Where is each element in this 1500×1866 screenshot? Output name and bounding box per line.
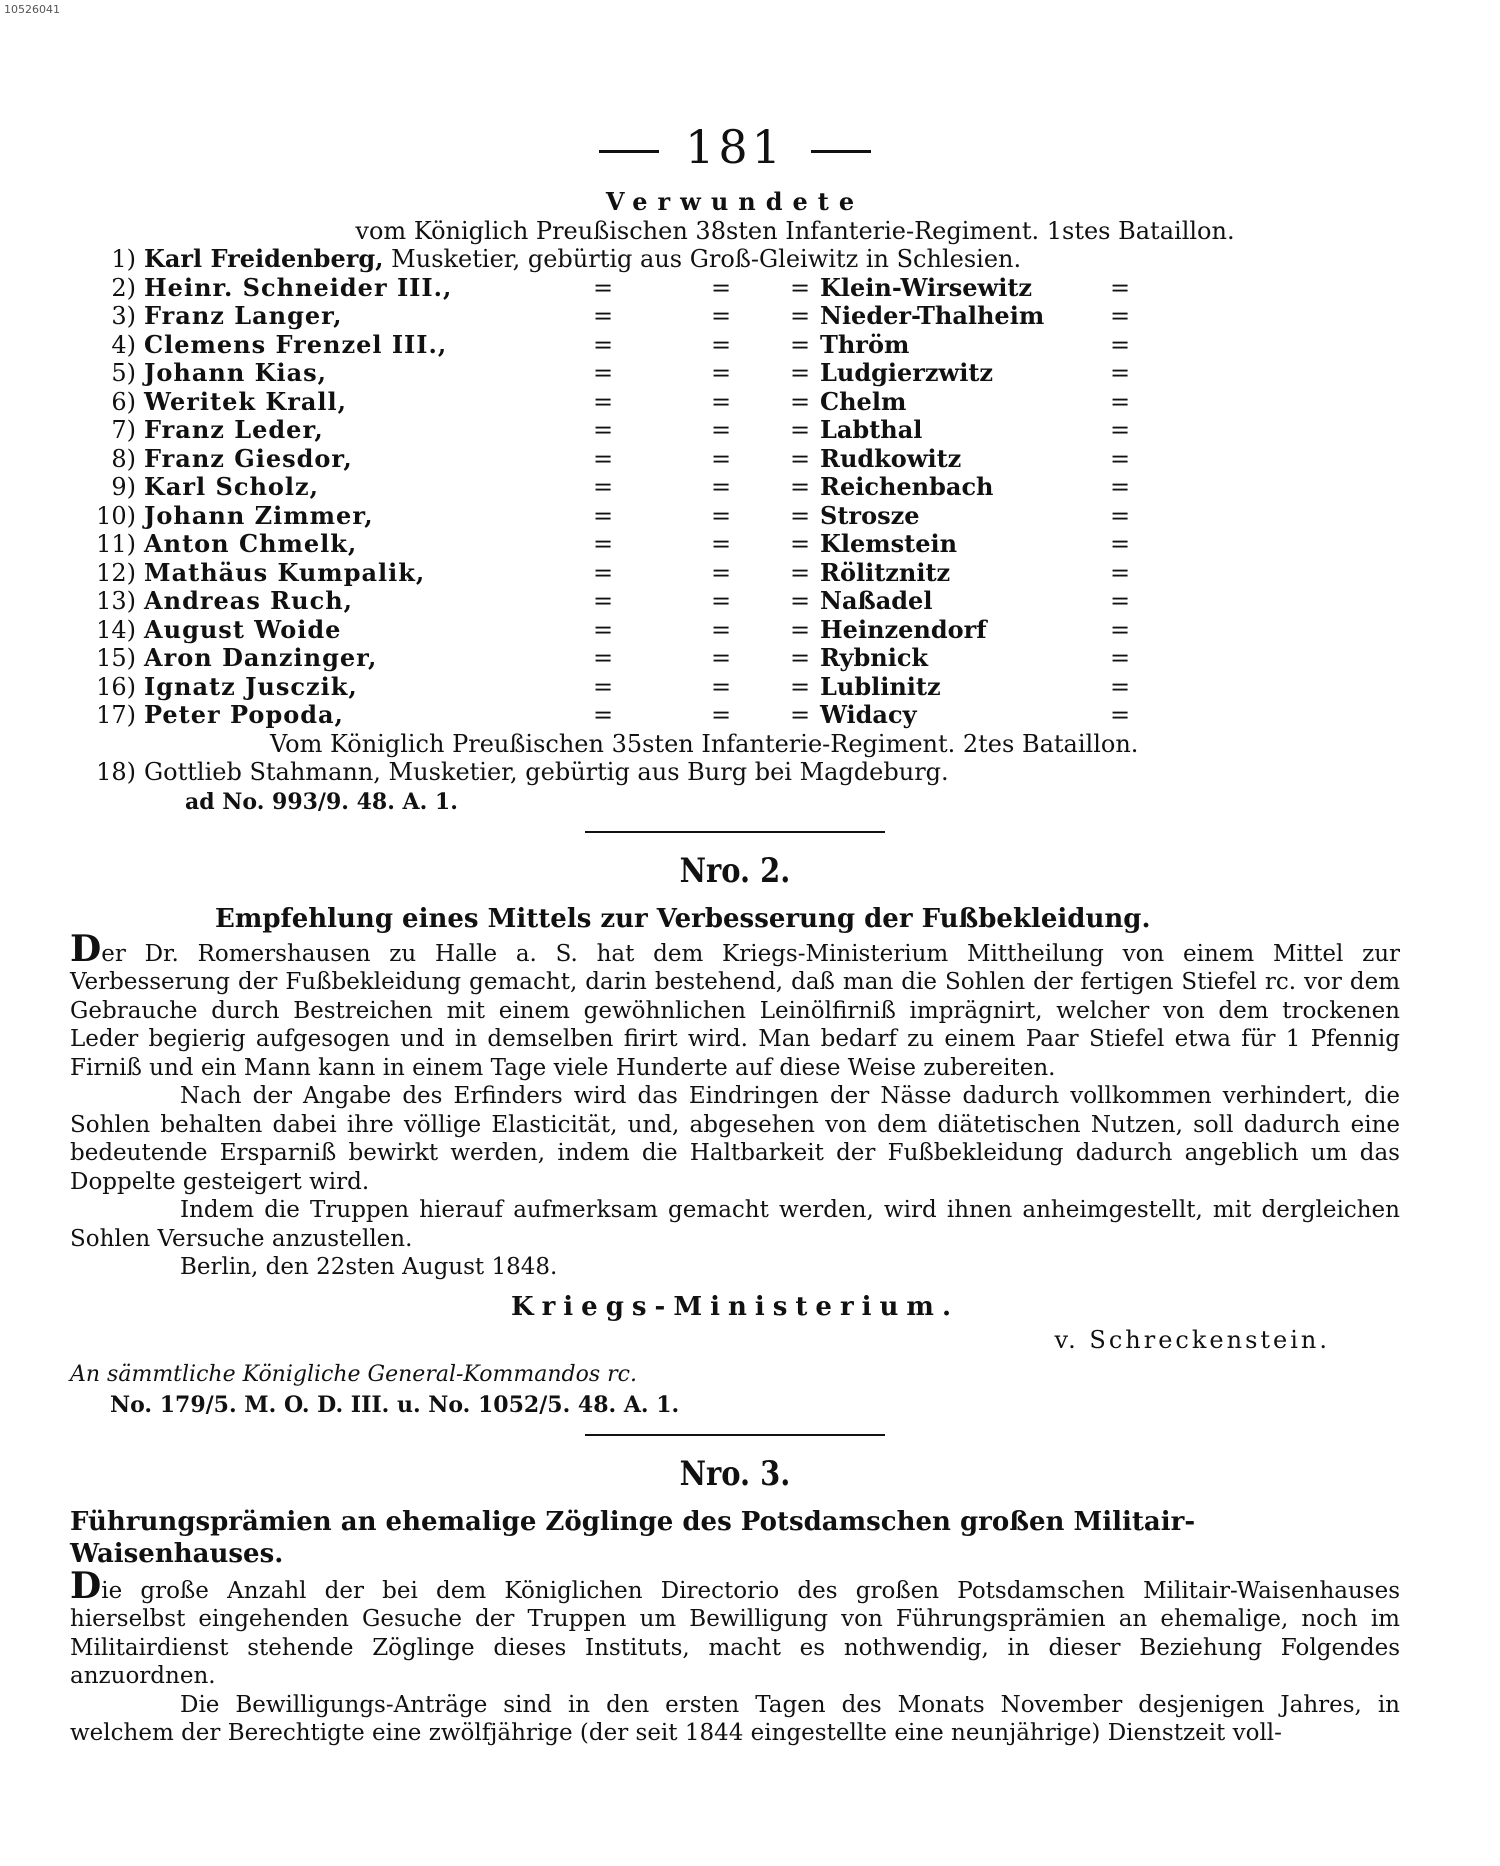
roster-row-place: Rybnick bbox=[820, 643, 929, 672]
roster-row bbox=[78, 331, 1140, 360]
ditto-mark: = bbox=[592, 558, 614, 587]
ditto-mark: = bbox=[789, 416, 811, 444]
ditto-mark: = bbox=[1109, 587, 1131, 615]
roster-row bbox=[78, 388, 1140, 417]
ditto-mark: = bbox=[710, 273, 732, 302]
section-3-paragraph-1-text: ie große Anzahl der bei dem Königlichen Directorio des großen Potsdamschen Militair-Waisenhauses hierselbst eingehenden Gesuche der Truppen um Bewilligung von Führungsprämien an ehemalige, noch im Militairdienst stehende Zöglinge dieses Instituts, macht es nothwendig, in dieser Beziehung Folgendes anzuordnen. bbox=[70, 1577, 1400, 1689]
section-3-number: Nro. 3. bbox=[679, 1453, 791, 1494]
ditto-mark: = bbox=[592, 444, 614, 473]
roster-row bbox=[78, 530, 1140, 559]
roster-row-place: Widacy bbox=[820, 700, 917, 729]
ditto-mark: = bbox=[1109, 615, 1131, 644]
roster-row-name: Heinr. Schneider III., bbox=[144, 272, 453, 302]
ditto-mark: = bbox=[710, 530, 732, 558]
roster-row-place: Klemstein bbox=[820, 529, 958, 558]
roster-row-place: Thröm bbox=[820, 329, 910, 359]
roster-row bbox=[78, 587, 1140, 616]
roster-row-name: Karl Freidenberg, bbox=[144, 244, 384, 273]
ditto-mark: = bbox=[1109, 387, 1131, 416]
roster-row-text bbox=[144, 245, 1140, 274]
ditto-mark: = bbox=[789, 444, 811, 473]
roster-row-place: Nieder-Thalheim bbox=[820, 301, 1045, 330]
roster-row-name: Johann Zimmer, bbox=[144, 500, 374, 530]
section-2-paragraph-1 bbox=[70, 927, 1400, 1083]
roster-row-number: 6) bbox=[111, 387, 136, 416]
ditto-mark: = bbox=[789, 672, 811, 701]
ditto-mark: = bbox=[789, 587, 811, 615]
ditto-mark: = bbox=[1109, 273, 1131, 302]
roster-row-number: 9) bbox=[111, 473, 136, 501]
section-3-paragraph-2: Die Bewilligungs-Anträge sind in den ersten Tagen des Monats November desjenigen Jahres, in welchem der Berechtigte eine zwölfjährige (der seit 1844 eingestellte eine neunjährige) Dienstzeit voll- bbox=[70, 1691, 1400, 1746]
roster-row bbox=[78, 416, 1140, 445]
page-number-text: 181 bbox=[685, 120, 785, 174]
roster-row-name: Ignatz Jusczik, bbox=[144, 671, 358, 701]
ditto-mark: = bbox=[592, 330, 614, 359]
roster-row-number: 2) bbox=[111, 273, 136, 302]
roster-row-name: Peter Popoda, bbox=[144, 700, 344, 729]
ditto-mark: = bbox=[789, 615, 811, 644]
page-number-dash-left bbox=[599, 150, 659, 153]
roster-row-number: 10) bbox=[96, 501, 136, 530]
roster-row-name: Weritek Krall, bbox=[144, 386, 348, 416]
roster-row-name: Clemens Frenzel III., bbox=[144, 329, 448, 359]
roster-row-name: Aron Danzinger, bbox=[144, 643, 378, 672]
roster-row-number: 4) bbox=[111, 330, 136, 359]
roster-row-details: Musketier, gebürtig aus Groß-Gleiwitz in Schlesien. bbox=[391, 245, 1022, 273]
section-2-paragraph-1-text: er Dr. Romershausen zu Halle a. S. hat dem Kriegs-Ministerium Mittheilung von einem Mittel zur Verbesserung der Fußbekleidung gemacht, darin bestehend, daß man die Sohlen der fertigen Stiefel rc. vor dem Gebrauche durch Bestreichen mit einem gewöhnlichen Leinölfirniß imprägnirt, welcher von dem trockenen Leder begierig aufgesogen und in demselben firirt wird. Man bedarf zu einem Paar Stiefel etwa für 1 Pfennig Firniß und ein Mann kann in einem Tage viele Hunderte auf diese Weise zubereiten. bbox=[70, 940, 1400, 1081]
roster-row bbox=[78, 473, 1140, 502]
drop-initial: D bbox=[70, 1564, 102, 1607]
roster-row-number: 12) bbox=[96, 558, 136, 587]
roster-row-place: Lublinitz bbox=[820, 671, 941, 701]
roster-row-place: Strosze bbox=[820, 500, 920, 530]
ditto-mark: = bbox=[710, 644, 732, 672]
document-page bbox=[70, 120, 1400, 1748]
ditto-mark: = bbox=[789, 530, 811, 558]
ditto-mark: = bbox=[592, 416, 614, 444]
section-2-reference: No. 179/5. M. O. D. III. u. No. 1052/5. 48. A. 1. bbox=[110, 1391, 680, 1418]
roster-row-name: Franz Langer, bbox=[144, 301, 343, 330]
roster-row-number: 16) bbox=[96, 672, 136, 701]
roster-row-name: August Woide bbox=[144, 614, 342, 644]
section-2-date: Berlin, den 22sten August 1848. bbox=[180, 1254, 558, 1280]
ditto-mark: = bbox=[710, 615, 732, 644]
roster-row-name: Karl Scholz, bbox=[144, 472, 320, 501]
roster-row-name: Mathäus Kumpalik, bbox=[144, 557, 426, 587]
ditto-mark: = bbox=[710, 473, 732, 501]
page-number-dash-right bbox=[811, 150, 871, 153]
ditto-mark: = bbox=[710, 444, 732, 473]
ditto-mark: = bbox=[592, 359, 614, 387]
roster-unit-1: vom Königlich Preußischen 38sten Infanterie-Regiment. 1stes Bataillon. bbox=[355, 216, 1235, 245]
section-3-paragraph-1 bbox=[70, 1564, 1400, 1691]
ditto-mark: = bbox=[789, 644, 811, 672]
ditto-mark: = bbox=[592, 302, 614, 330]
ditto-mark: = bbox=[592, 473, 614, 501]
roster-row-name: Andreas Ruch, bbox=[144, 586, 353, 615]
ditto-mark: = bbox=[710, 558, 732, 587]
roster-row-number: 11) bbox=[96, 530, 136, 558]
ditto-mark: = bbox=[592, 530, 614, 558]
ditto-mark: = bbox=[1109, 644, 1131, 672]
roster-row bbox=[78, 359, 1140, 388]
ditto-mark: = bbox=[710, 587, 732, 615]
ditto-mark: = bbox=[710, 387, 732, 416]
roster-row-place: Klein-Wirsewitz bbox=[820, 272, 1033, 302]
ditto-mark: = bbox=[789, 558, 811, 587]
section-2-title: Empfehlung eines Mittels zur Verbesserung der Fußbekleidung. bbox=[215, 903, 1151, 934]
ditto-mark: = bbox=[789, 501, 811, 530]
ditto-mark: = bbox=[789, 473, 811, 501]
ditto-mark: = bbox=[710, 701, 732, 729]
section-2-addressee: An sämmtliche Königliche General-Kommandos rc. bbox=[70, 1361, 637, 1387]
ditto-mark: = bbox=[1109, 330, 1131, 359]
section-divider bbox=[585, 831, 885, 833]
roster-row-place: Naßadel bbox=[820, 586, 933, 615]
ditto-mark: = bbox=[592, 644, 614, 672]
roster-row bbox=[78, 644, 1140, 673]
roster-row-place: Rölitznitz bbox=[820, 557, 951, 587]
section-2-signoff: Kriegs-Ministerium. bbox=[511, 1291, 959, 1322]
roster-row bbox=[78, 559, 1140, 588]
roster-row-number: 15) bbox=[96, 644, 136, 672]
roster-row-name: Anton Chmelk, bbox=[144, 529, 358, 558]
roster-row-name: Johann Kias, bbox=[144, 358, 328, 387]
section-2-paragraph-3: Indem die Truppen hierauf aufmerksam gemacht werden, wird ihnen anheimgestellt, mit dergleichen Sohlen Versuche anzustellen. bbox=[70, 1197, 1400, 1252]
ditto-mark: = bbox=[1109, 672, 1131, 701]
roster-row bbox=[78, 673, 1140, 702]
roster-row-name: Franz Leder, bbox=[144, 415, 324, 444]
ditto-mark: = bbox=[592, 615, 614, 644]
scan-id-label: 10526041 bbox=[4, 3, 60, 16]
ditto-mark: = bbox=[710, 672, 732, 701]
ditto-mark: = bbox=[710, 330, 732, 359]
ditto-mark: = bbox=[592, 501, 614, 530]
roster-row-number: 5) bbox=[111, 359, 136, 387]
ditto-mark: = bbox=[1109, 558, 1131, 587]
roster-row bbox=[78, 701, 1140, 730]
ditto-mark: = bbox=[592, 672, 614, 701]
ditto-mark: = bbox=[592, 701, 614, 729]
ditto-mark: = bbox=[1109, 444, 1131, 473]
roster-row-place: Rudkowitz bbox=[820, 443, 962, 473]
roster-row-number: 8) bbox=[111, 444, 136, 473]
roster-row-name: Franz Giesdor, bbox=[144, 443, 353, 473]
ditto-mark: = bbox=[1109, 701, 1131, 729]
page-number bbox=[70, 120, 1400, 174]
roster-row bbox=[78, 502, 1140, 531]
ditto-mark: = bbox=[592, 587, 614, 615]
ditto-mark: = bbox=[710, 302, 732, 330]
ditto-mark: = bbox=[1109, 416, 1131, 444]
ditto-mark: = bbox=[1109, 501, 1131, 530]
ditto-mark: = bbox=[789, 359, 811, 387]
section-2-signer: v. Schreckenstein. bbox=[1054, 1325, 1330, 1354]
roster-row-place: Chelm bbox=[820, 386, 907, 416]
roster-row bbox=[78, 616, 1140, 645]
roster-row bbox=[78, 302, 1140, 331]
ditto-mark: = bbox=[592, 387, 614, 416]
ditto-mark: = bbox=[789, 302, 811, 330]
ditto-mark: = bbox=[789, 330, 811, 359]
drop-initial: D bbox=[70, 927, 102, 970]
ditto-mark: = bbox=[1109, 359, 1131, 387]
ditto-mark: = bbox=[789, 387, 811, 416]
roster-row-place: Labthal bbox=[820, 415, 923, 444]
section-divider bbox=[585, 1434, 885, 1436]
section-2-paragraph-2: Nach der Angabe des Erfinders wird das Eindringen der Nässe dadurch vollkommen verhindert, die Sohlen behalten dabei ihre völlige Elasticität, und, abgesehen von dem diätetischen Nutzen, soll dadurch eine bedeutende Ersparniß bewirkt werden, indem die Haltbarkeit der Fußbekleidung dadurch angeblich um das Doppelte gesteigert wird. bbox=[70, 1083, 1400, 1195]
roster-row-number: 7) bbox=[111, 416, 136, 444]
roster-row-number: 13) bbox=[96, 587, 136, 615]
roster-row-number: 18) bbox=[96, 758, 136, 786]
ditto-mark: = bbox=[710, 416, 732, 444]
roster-row-number: 17) bbox=[96, 701, 136, 729]
ditto-mark: = bbox=[710, 501, 732, 530]
roster-row-text: Gottlieb Stahmann, Musketier, gebürtig aus Burg bei Magdeburg. bbox=[144, 758, 949, 786]
ditto-mark: = bbox=[789, 701, 811, 729]
section-3-title: Führungsprämien an ehemalige Zöglinge des Potsdamschen großen Militair-Waisenhauses. bbox=[70, 1506, 1196, 1569]
roster-row-place: Reichenbach bbox=[820, 472, 994, 501]
roster-heading: Verwundete bbox=[605, 187, 865, 216]
roster-row bbox=[78, 274, 1140, 303]
roster-reference: ad No. 993/9. 48. A. 1. bbox=[185, 788, 458, 815]
roster-row-number: 3) bbox=[111, 302, 136, 330]
ditto-mark: = bbox=[1109, 473, 1131, 501]
ditto-mark: = bbox=[1109, 530, 1131, 558]
roster-row-18 bbox=[78, 758, 1400, 787]
ditto-mark: = bbox=[710, 359, 732, 387]
roster-row-place: Heinzendorf bbox=[820, 614, 987, 644]
roster-row-number: 1) bbox=[111, 245, 136, 273]
section-2-number: Nro. 2. bbox=[679, 850, 791, 891]
ditto-mark: = bbox=[789, 273, 811, 302]
roster-row bbox=[78, 245, 1140, 274]
roster-table bbox=[78, 245, 1140, 730]
ditto-mark: = bbox=[592, 273, 614, 302]
roster-row bbox=[78, 445, 1140, 474]
roster-row-place: Ludgierzwitz bbox=[820, 358, 994, 387]
roster-row-number: 14) bbox=[96, 615, 136, 644]
roster-unit-2: Vom Königlich Preußischen 35sten Infanterie-Regiment. 2tes Bataillon. bbox=[270, 729, 1139, 758]
ditto-mark: = bbox=[1109, 302, 1131, 330]
